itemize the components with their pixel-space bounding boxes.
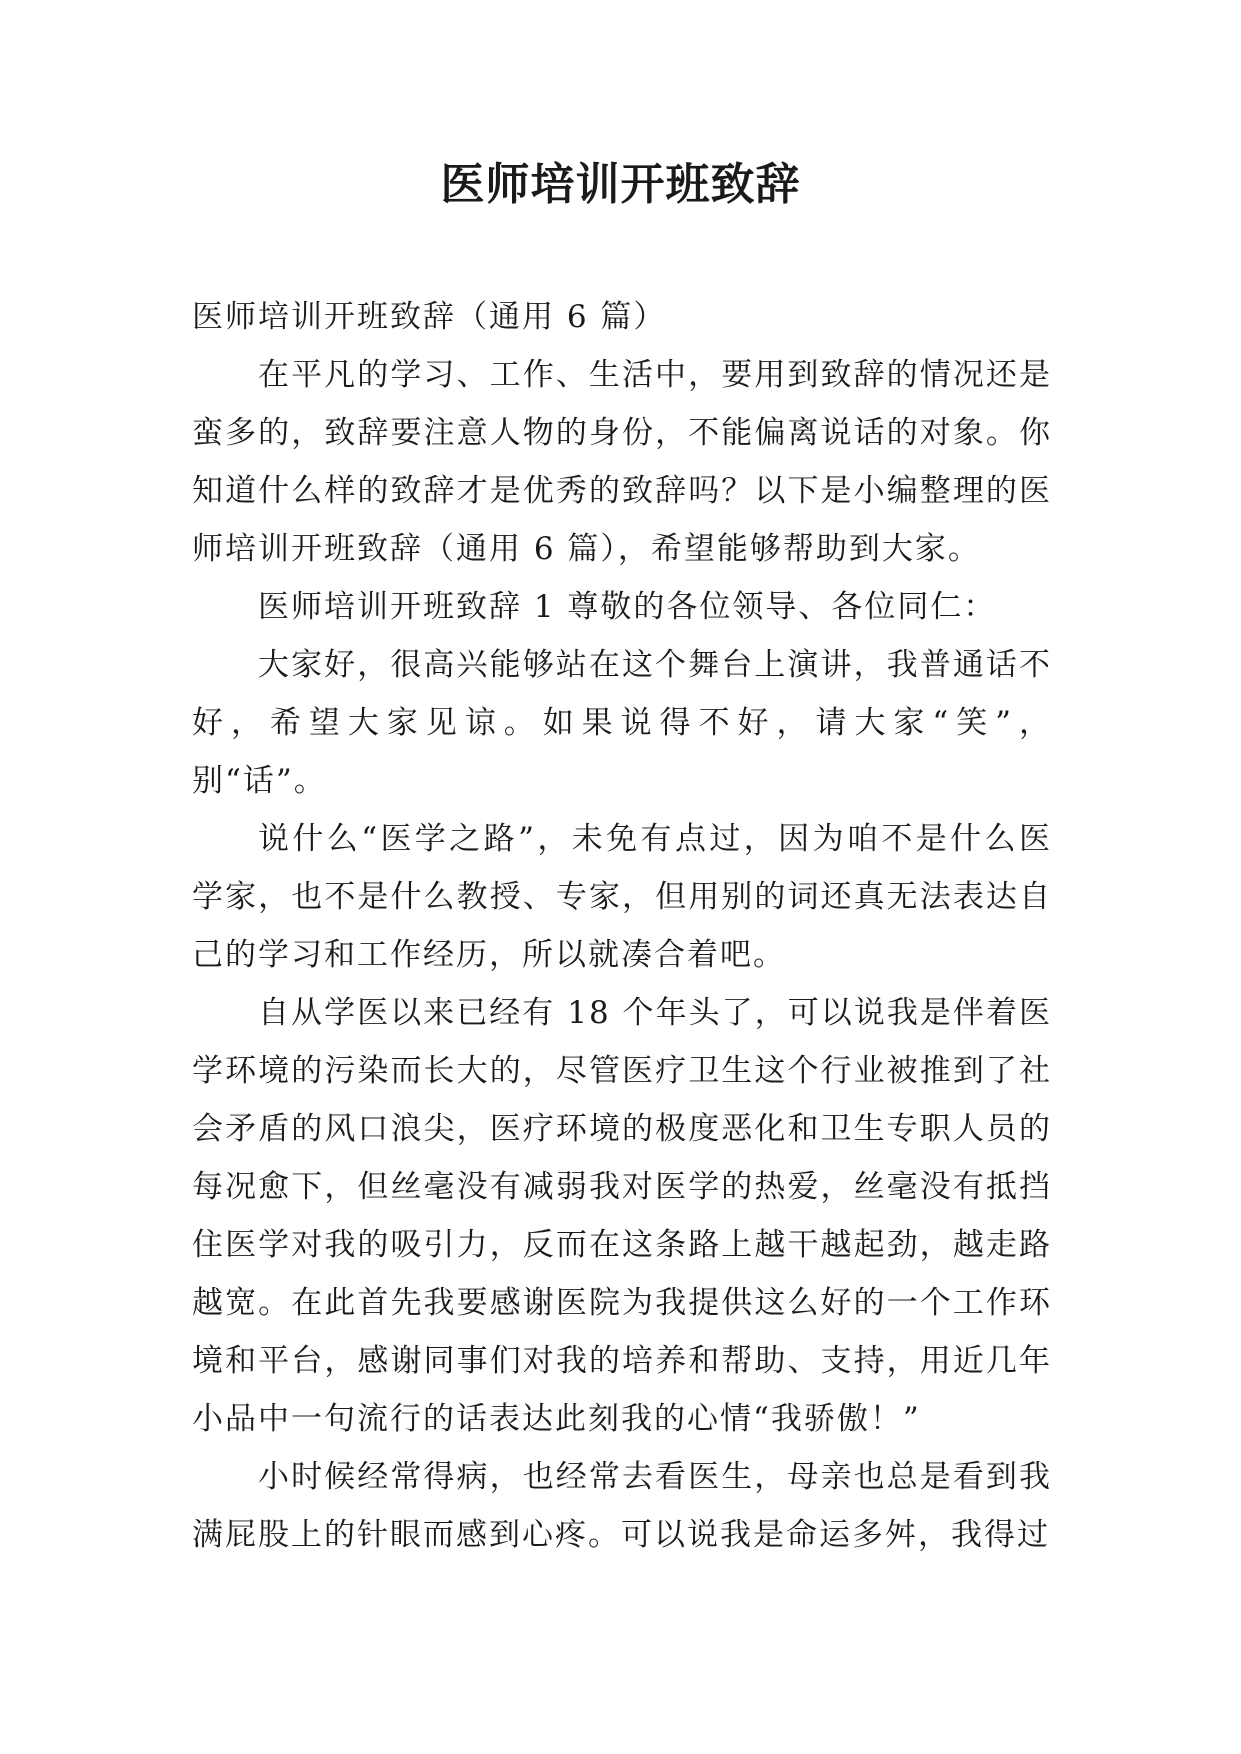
- document-title: 医师培训开班致辞: [440, 159, 801, 210]
- paragraph-salutation: 医师培训开班致辞 1 尊敬的各位领导、各位同仁：: [258, 589, 997, 625]
- paragraph-career: 自从学医以来已经有 18 个年头了，可以说我是伴着医学环境的污染而长大的，尽管医疗卫生这个行业被推到了社会矛盾的风口浪尖，医疗环境的极度恶化和卫生专职人员的每况愈下，但丝毫没有减弱我对医学的热爱，丝毫没有抵挡住医学对我的吸引力，反而在这条路上越干越起劲，越走路越宽。在此首先我要感谢医院为我提供这么好的一个工作环境和平台，感谢同事们对我的培养和帮助、支持，用近几年小品中一句流行的话表达此刻我的心情“我骄傲！”: [192, 995, 1052, 1437]
- paragraph-greeting: 大家好，很高兴能够站在这个舞台上演讲，我普通话不好，希望大家见谅。如果说得不好，请大家“笑”，别“话”。: [192, 647, 1052, 799]
- paragraph-medical-path: 说什么“医学之路”，未免有点过，因为咱不是什么医学家，也不是什么教授、专家，但用别的词还真无法表达自己的学习和工作经历，所以就凑合着吧。: [192, 821, 1052, 973]
- document-body: [192, 288, 1052, 1564]
- document-subtitle: 医师培训开班致辞（通用 6 篇）: [192, 299, 667, 335]
- paragraph-intro: 在平凡的学习、工作、生活中，要用到致辞的情况还是蛮多的，致辞要注意人物的身份，不能偏离说话的对象。你知道什么样的致辞才是优秀的致辞吗？以下是小编整理的医师培训开班致辞（通用 6 篇），希望能够帮助到大家。: [192, 357, 1052, 567]
- paragraph-childhood: 小时候经常得病，也经常去看医生，母亲也总是看到我满屁股上的针眼而感到心疼。可以说我是命运多舛，我得过: [192, 1459, 1052, 1553]
